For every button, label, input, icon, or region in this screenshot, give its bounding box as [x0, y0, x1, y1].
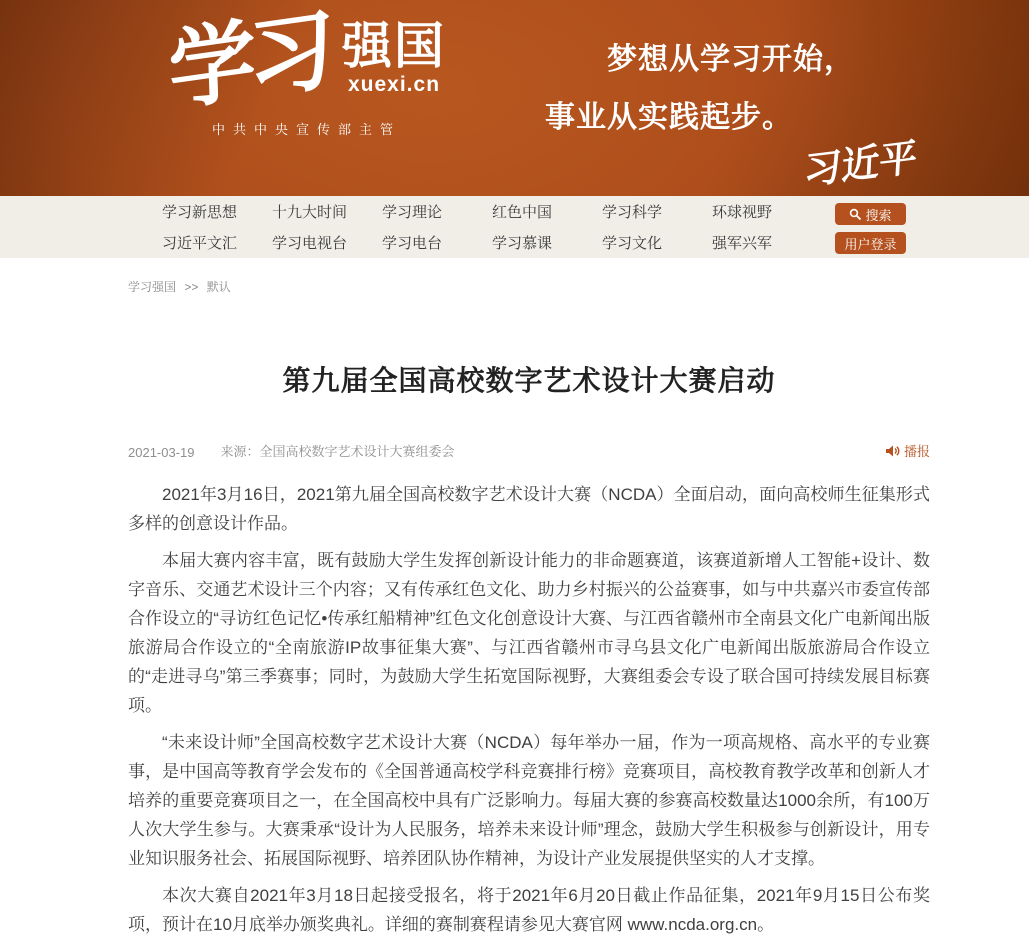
article-paragraph: 本届大赛内容丰富，既有鼓励大学生发挥创新设计能力的非命题赛道，该赛道新增人工智能+设计、数字音乐、交通艺术设计三个内容；又有传承红色文化、助力乡村振兴的公益赛事，如与中共嘉兴市委宣传部合作设立的“寻访红色记忆•传承红船精神”红色文化创意设计大赛、与江西省赣州市全南县文化广电新闻出版旅游局合作设立的“全南旅游IP故事征集大赛”、与江西省赣州市寻乌县文化广电新闻出版旅游局合作设立的“走进寻乌”第三季赛事；同时，为鼓励大学生拓宽国际视野，大赛组委会专设了联合国可持续发展目标赛项。 [128, 551, 930, 715]
banner-slogan [545, 34, 919, 194]
nav-item-xijinping-wenhui[interactable]: 习近平文汇 [162, 235, 238, 252]
article-title: 第九届全国高校数字艺术设计大赛启动 [282, 365, 776, 396]
logo-calligraphy-xuexi: 学习 [167, 2, 329, 123]
nav-item-xuexi-wenhua[interactable]: 学习文化 [602, 235, 663, 252]
nav-item-xuexi-dianshitai[interactable]: 学习电视台 [272, 235, 348, 252]
nav-item-xuexi-xinsixiang[interactable]: 学习新思想 [162, 204, 238, 221]
search-button[interactable] [835, 203, 906, 225]
article-date: 2021-03-19 [128, 445, 195, 460]
header-banner [0, 0, 1029, 196]
breadcrumb-home[interactable]: 学习强国 [128, 280, 177, 294]
speaker-icon [886, 445, 900, 457]
logo-supervisor-text: 中共中央宣传部主管 [212, 121, 402, 137]
site-logo[interactable] [167, 2, 447, 138]
nav-item-shijiuda-shijian[interactable]: 十九大时间 [272, 204, 348, 221]
broadcast-button[interactable] [886, 441, 930, 460]
navbar [0, 196, 1029, 258]
nav-item-xuexi-lilun[interactable]: 学习理论 [382, 204, 443, 221]
search-icon [849, 208, 862, 221]
article-body [128, 480, 930, 939]
article-paragraph: 2021年3月16日，2021第九届全国高校数字艺术设计大赛（NCDA）全面启动，面向高校师生征集形式多样的创意设计作品。 [128, 485, 930, 533]
logo-row [167, 2, 447, 123]
user-login-label: 用户登录 [844, 236, 897, 252]
nav-item-xuexi-kexue[interactable]: 学习科学 [602, 204, 663, 221]
nav-item-hongse-zhongguo[interactable]: 红色中国 [492, 204, 553, 221]
nav-item-xuexi-muke[interactable]: 学习慕课 [492, 235, 553, 252]
slogan-line-2: 事业从实践起步。 [545, 101, 793, 134]
breadcrumb-separator: >> [184, 280, 199, 294]
search-button-label: 搜索 [865, 207, 892, 223]
nav-item-xuexi-diantai[interactable]: 学习电台 [382, 235, 443, 252]
article-meta [128, 441, 930, 460]
nav-links [162, 196, 822, 258]
article-source: 来源：全国高校数字艺术设计大赛组委会 [220, 444, 455, 459]
article-paragraph: 本次大赛自2021年3月18日起接受报名，将于2021年6月20日截止作品征集，2021年9月15日公布奖项，预计在10月底举办颁奖典礼。详细的赛制赛程请参见大赛官网 www.ncda.org.cn。 [128, 886, 930, 934]
breadcrumb [128, 278, 1029, 295]
logo-block-qiangguo: 强国 [342, 17, 447, 74]
signature-calligraphy: 习近平 [802, 136, 919, 194]
broadcast-label: 播报 [903, 444, 930, 459]
article-paragraph: “未来设计师”全国高校数字艺术设计大赛（NCDA）每年举办一届，作为一项高规格、高水平的专业赛事，是中国高等教育学会发布的《全国普通高校学科竞赛排行榜》竞赛项目，高校教育教学改革和创新人才培养的重要竞赛项目之一，在全国高校中具有广泛影响力。每届大赛的参赛高校数量达1000余所，有100万人次大学生参与。大赛秉承“设计为人民服务，培养未来设计师”理念，鼓励大学生积极参与创新设计，用专业知识服务社会、拓展国际视野、培养团队协作精神，为设计产业发展提供坚实的人才支撑。 [128, 733, 930, 868]
user-login-button[interactable] [835, 232, 906, 254]
nav-item-qiangjun-xingjun[interactable]: 强军兴军 [712, 235, 773, 252]
nav-buttons [835, 196, 906, 254]
slogan-line-1: 梦想从学习开始， [607, 43, 855, 76]
breadcrumb-current: 默认 [206, 280, 231, 294]
logo-domain-text: xuexi.cn [347, 72, 441, 96]
article [128, 359, 930, 939]
logo-block-col [342, 17, 447, 111]
nav-item-huanqiu-shiye[interactable]: 环球视野 [712, 204, 773, 221]
